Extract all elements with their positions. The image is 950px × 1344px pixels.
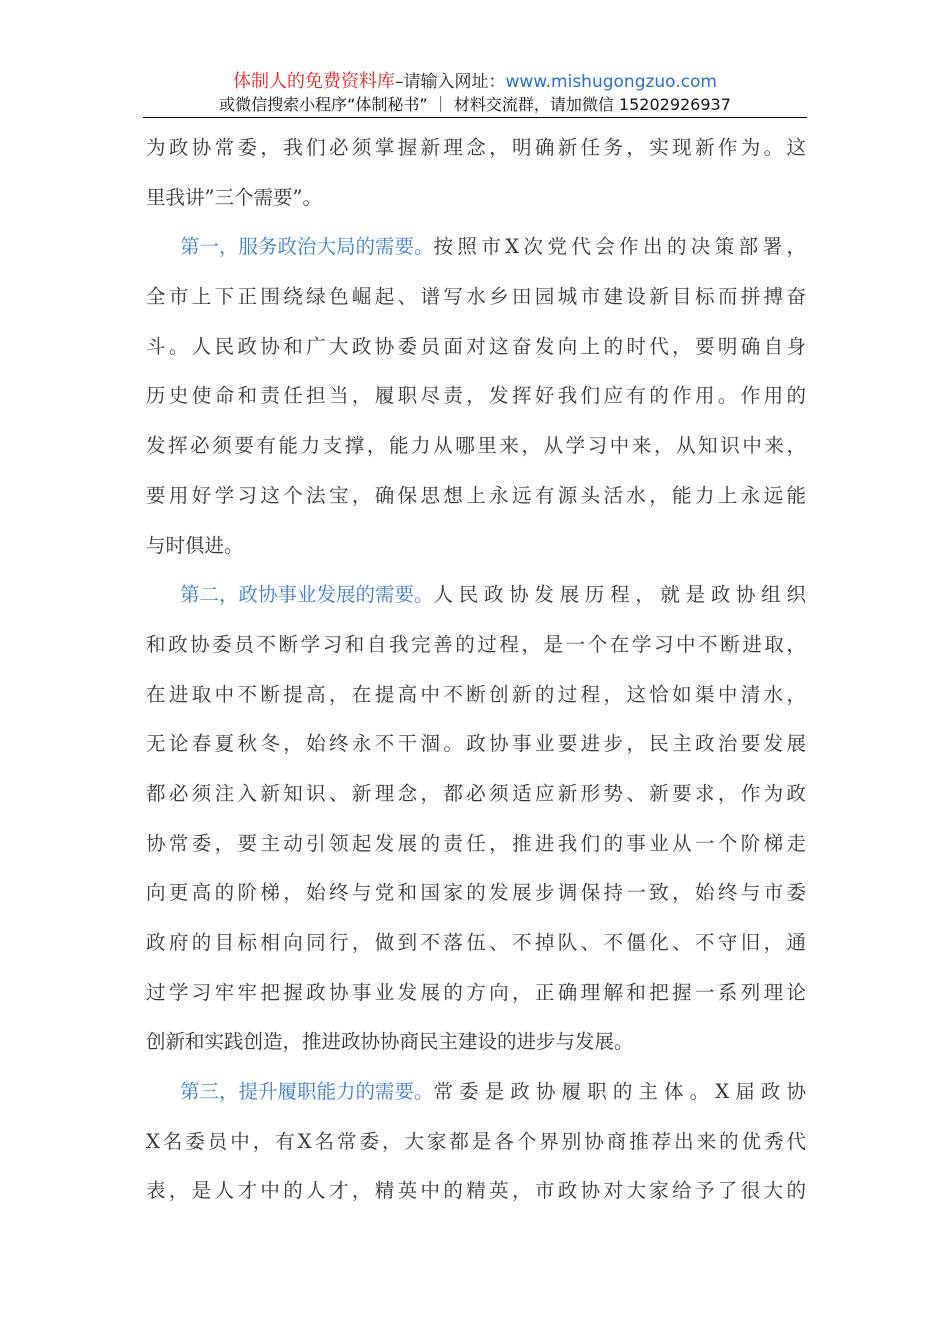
- line-text: 无论春夏秋冬，始终永不干涸。政协事业要进步，民主政治要发展: [146, 732, 806, 756]
- text-line: [146, 975, 806, 1025]
- text-line: [146, 1173, 806, 1223]
- text-line: [146, 130, 806, 180]
- header-divider: [143, 117, 807, 118]
- line-text: 全市上下正围绕绿色崛起、谱写水乡田园城市建设新目标而拼搏奋: [146, 285, 806, 309]
- line-text: 与时俱进。: [146, 533, 244, 557]
- website-link[interactable]: www.mishugongzuo.com: [505, 72, 717, 92]
- document-body: [146, 130, 806, 1223]
- line-text: 人民政协发展历程，就是政协组织: [433, 583, 806, 607]
- line-text: 常委是政协履职的主体。X届政协: [433, 1080, 806, 1104]
- text-line: [146, 329, 806, 379]
- text-line: [146, 627, 806, 677]
- line-text: 政府的目标相向同行，做到不落伍、不掉队、不僵化、不守旧，通: [146, 931, 806, 954]
- line-text: 要用好学习这个法宝，确保思想上永远有源头活水，能力上永远能: [146, 483, 806, 507]
- text-line: [146, 677, 806, 727]
- line-text: 和政协委员不断学习和自我完善的过程，是一个在学习中不断进取，: [146, 632, 806, 656]
- section-heading: 第一，服务政治大局的需要。: [180, 235, 434, 259]
- text-line: [146, 478, 806, 528]
- line-text: 斗。人民政协和广大政协委员面对这奋发向上的时代，要明确自身: [146, 334, 806, 358]
- text-line: [146, 726, 806, 776]
- text-line: [146, 279, 806, 329]
- line-text: 创新和实践创造，推进政协协商民主建设的进步与发展。: [146, 1030, 634, 1054]
- header-line-2: 或微信搜索小程序“体制秘书” ｜ 材料交流群，请加微信 15202926937: [219, 95, 731, 114]
- section-heading: 第二，政协事业发展的需要。: [180, 583, 434, 607]
- line-text: 协常委，要主动引领起发展的责任，推进我们的事业从一个阶梯走: [146, 831, 806, 855]
- line-text: 发挥必须要有能力支撑，能力从哪里来，从学习中来，从知识中来，: [146, 434, 806, 458]
- text-line: [146, 229, 806, 279]
- line-text: 过学习牢牢把握政协事业发展的方向，正确理解和把握一系列理论: [146, 980, 806, 1004]
- text-line: [146, 776, 806, 826]
- line-text: 在进取中不断提高，在提高中不断创新的过程，这恰如渠中清水，: [146, 682, 806, 706]
- line-text: 按照市X次党代会作出的决策部署，: [433, 235, 806, 259]
- text-line: [146, 1124, 806, 1174]
- text-line: [146, 1024, 806, 1074]
- text-line: [146, 577, 806, 627]
- section-heading: 第三，提升履职能力的需要。: [180, 1080, 434, 1104]
- text-line: [146, 528, 806, 578]
- url-prompt: –请输入网址：: [394, 72, 506, 92]
- line-text: 向更高的阶梯，始终与党和国家的发展步调保持一致，始终与市委: [146, 881, 806, 905]
- brand-text: 体制人的免费资料库: [232, 71, 395, 92]
- line-text: 为政协常委，我们必须掌握新理念，明确新任务，实现新作为。这: [146, 136, 806, 159]
- header-line-1: [140, 70, 810, 94]
- page-header: [140, 70, 810, 116]
- line-text: X名委员中，有X名常委，大家都是各个界别协商推荐出来的优秀代: [146, 1129, 806, 1153]
- line-text: 里我讲”三个需要”。: [146, 185, 322, 209]
- line-text: 都必须注入新知识、新理念，都必须适应新形势、新要求，作为政: [146, 781, 806, 805]
- text-line: [146, 428, 806, 478]
- line-text: 历史使命和责任担当，履职尽责，发挥好我们应有的作用。作用的: [146, 384, 806, 408]
- text-line: [146, 378, 806, 428]
- text-line: [146, 180, 806, 230]
- text-line: [146, 925, 806, 975]
- line-text: 表，是人才中的人才，精英中的精英，市政协对大家给予了很大的: [146, 1179, 806, 1203]
- text-line: [146, 826, 806, 876]
- text-line: [146, 875, 806, 925]
- text-line: [146, 1074, 806, 1124]
